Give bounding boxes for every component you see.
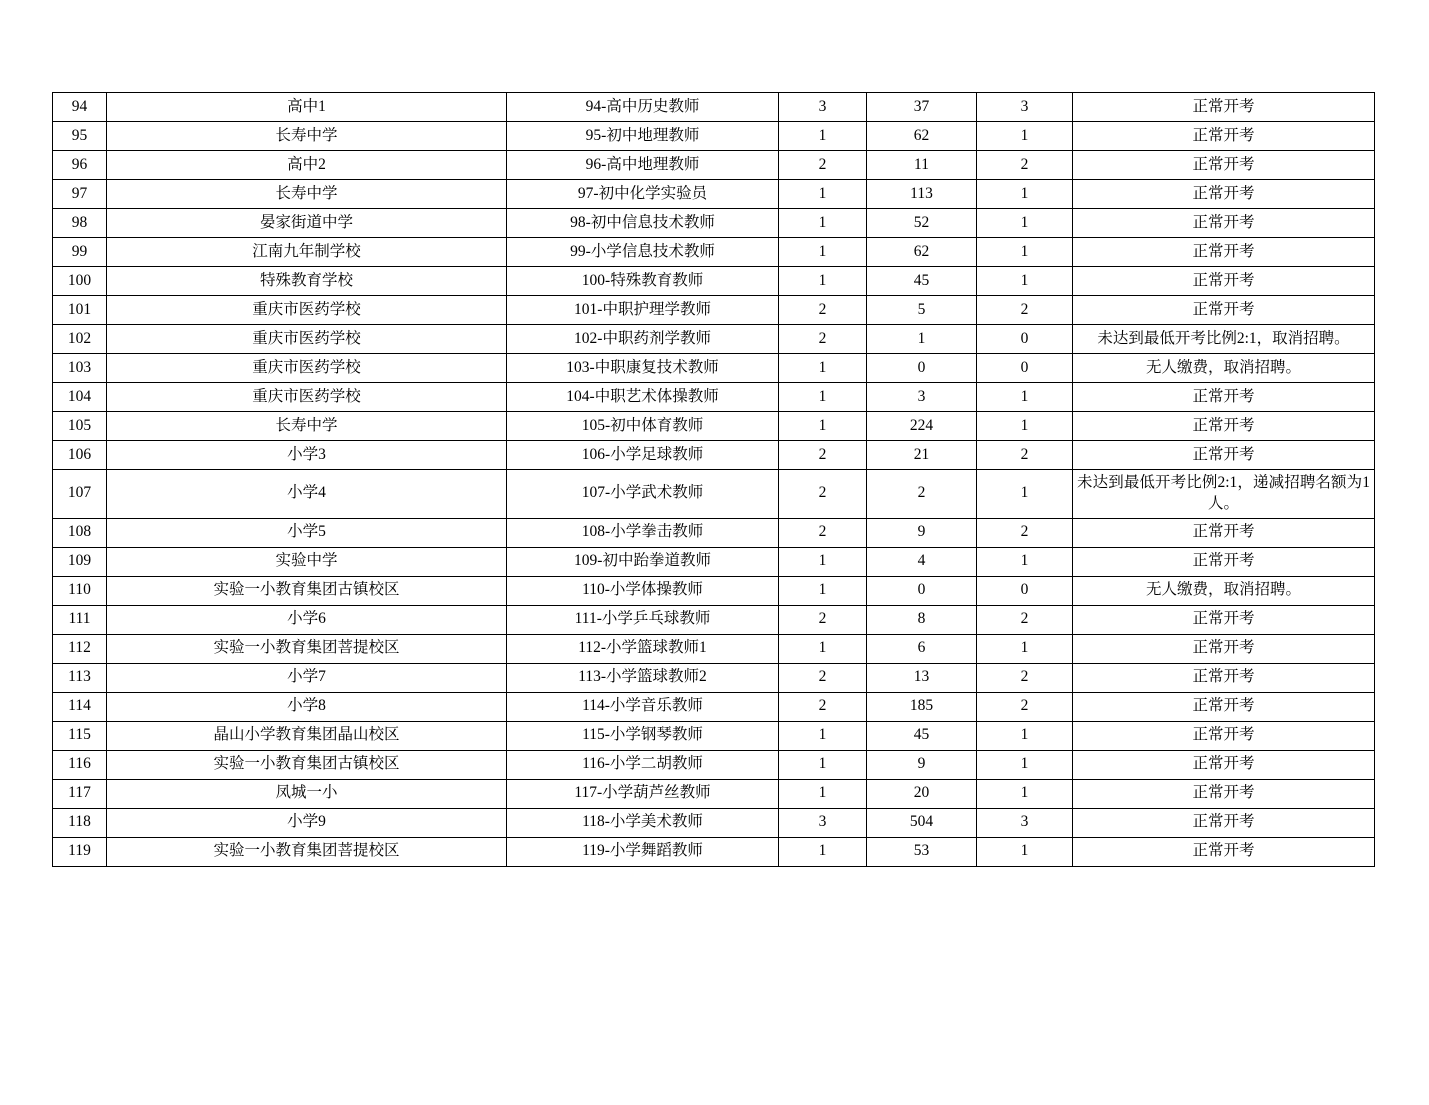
cell-serial-number: 118 (53, 808, 107, 837)
cell-position: 96-高中地理教师 (507, 151, 779, 180)
cell-serial-number: 108 (53, 518, 107, 547)
cell-recruiting-unit: 小学4 (107, 470, 507, 519)
cell-remark: 未达到最低开考比例2:1，取消招聘。 (1073, 325, 1375, 354)
cell-recruiting-unit: 小学5 (107, 518, 507, 547)
table-row (53, 605, 1375, 634)
cell-exam-count: 1 (977, 122, 1073, 151)
cell-remark: 正常开考 (1073, 122, 1375, 151)
cell-recruiting-unit: 小学8 (107, 692, 507, 721)
cell-plan-count: 1 (779, 412, 867, 441)
table-row (53, 354, 1375, 383)
cell-remark: 正常开考 (1073, 267, 1375, 296)
cell-applicant-count: 11 (867, 151, 977, 180)
cell-remark: 正常开考 (1073, 209, 1375, 238)
cell-position: 118-小学美术教师 (507, 808, 779, 837)
cell-applicant-count: 45 (867, 721, 977, 750)
cell-position: 98-初中信息技术教师 (507, 209, 779, 238)
cell-plan-count: 1 (779, 576, 867, 605)
cell-remark: 正常开考 (1073, 750, 1375, 779)
table-row (53, 779, 1375, 808)
cell-applicant-count: 8 (867, 605, 977, 634)
cell-applicant-count: 13 (867, 663, 977, 692)
table-row (53, 93, 1375, 122)
cell-serial-number: 105 (53, 412, 107, 441)
cell-exam-count: 1 (977, 750, 1073, 779)
cell-remark: 正常开考 (1073, 634, 1375, 663)
table-row (53, 692, 1375, 721)
cell-applicant-count: 37 (867, 93, 977, 122)
cell-applicant-count: 62 (867, 238, 977, 267)
cell-plan-count: 2 (779, 663, 867, 692)
cell-exam-count: 1 (977, 383, 1073, 412)
cell-serial-number: 101 (53, 296, 107, 325)
cell-serial-number: 115 (53, 721, 107, 750)
cell-recruiting-unit: 实验一小教育集团古镇校区 (107, 750, 507, 779)
cell-remark: 正常开考 (1073, 663, 1375, 692)
cell-position: 119-小学舞蹈教师 (507, 837, 779, 866)
cell-remark: 正常开考 (1073, 808, 1375, 837)
cell-recruiting-unit: 长寿中学 (107, 180, 507, 209)
cell-serial-number: 116 (53, 750, 107, 779)
cell-serial-number: 104 (53, 383, 107, 412)
cell-plan-count: 1 (779, 267, 867, 296)
cell-plan-count: 1 (779, 209, 867, 238)
cell-exam-count: 3 (977, 808, 1073, 837)
cell-applicant-count: 113 (867, 180, 977, 209)
cell-exam-count: 1 (977, 209, 1073, 238)
cell-exam-count: 2 (977, 605, 1073, 634)
cell-exam-count: 0 (977, 354, 1073, 383)
cell-exam-count: 2 (977, 518, 1073, 547)
cell-position: 113-小学篮球教师2 (507, 663, 779, 692)
cell-recruiting-unit: 小学7 (107, 663, 507, 692)
table-row (53, 634, 1375, 663)
cell-recruiting-unit: 重庆市医药学校 (107, 325, 507, 354)
cell-position: 102-中职药剂学教师 (507, 325, 779, 354)
cell-applicant-count: 6 (867, 634, 977, 663)
cell-exam-count: 0 (977, 576, 1073, 605)
cell-applicant-count: 224 (867, 412, 977, 441)
cell-serial-number: 103 (53, 354, 107, 383)
cell-exam-count: 0 (977, 325, 1073, 354)
cell-exam-count: 3 (977, 93, 1073, 122)
cell-exam-count: 2 (977, 692, 1073, 721)
cell-recruiting-unit: 晏家街道中学 (107, 209, 507, 238)
cell-recruiting-unit: 小学3 (107, 441, 507, 470)
cell-remark: 正常开考 (1073, 837, 1375, 866)
cell-remark: 正常开考 (1073, 779, 1375, 808)
cell-serial-number: 106 (53, 441, 107, 470)
cell-exam-count: 1 (977, 721, 1073, 750)
cell-applicant-count: 2 (867, 470, 977, 519)
cell-serial-number: 117 (53, 779, 107, 808)
table-row (53, 808, 1375, 837)
cell-plan-count: 3 (779, 93, 867, 122)
cell-remark: 正常开考 (1073, 93, 1375, 122)
cell-applicant-count: 20 (867, 779, 977, 808)
cell-recruiting-unit: 实验一小教育集团菩提校区 (107, 837, 507, 866)
table-row (53, 267, 1375, 296)
cell-remark: 正常开考 (1073, 151, 1375, 180)
table-row (53, 441, 1375, 470)
cell-serial-number: 109 (53, 547, 107, 576)
cell-serial-number: 95 (53, 122, 107, 151)
cell-plan-count: 2 (779, 605, 867, 634)
cell-applicant-count: 504 (867, 808, 977, 837)
cell-recruiting-unit: 实验一小教育集团菩提校区 (107, 634, 507, 663)
cell-plan-count: 1 (779, 354, 867, 383)
cell-serial-number: 100 (53, 267, 107, 296)
cell-position: 101-中职护理学教师 (507, 296, 779, 325)
cell-position: 95-初中地理教师 (507, 122, 779, 151)
cell-position: 115-小学钢琴教师 (507, 721, 779, 750)
cell-position: 117-小学葫芦丝教师 (507, 779, 779, 808)
cell-recruiting-unit: 江南九年制学校 (107, 238, 507, 267)
cell-serial-number: 96 (53, 151, 107, 180)
cell-position: 99-小学信息技术教师 (507, 238, 779, 267)
cell-plan-count: 2 (779, 296, 867, 325)
cell-recruiting-unit: 晶山小学教育集团晶山校区 (107, 721, 507, 750)
cell-applicant-count: 52 (867, 209, 977, 238)
cell-position: 103-中职康复技术教师 (507, 354, 779, 383)
cell-plan-count: 1 (779, 238, 867, 267)
table-row (53, 547, 1375, 576)
cell-applicant-count: 21 (867, 441, 977, 470)
cell-recruiting-unit: 高中1 (107, 93, 507, 122)
cell-plan-count: 1 (779, 547, 867, 576)
cell-recruiting-unit: 小学6 (107, 605, 507, 634)
cell-exam-count: 1 (977, 634, 1073, 663)
table-row (53, 122, 1375, 151)
cell-recruiting-unit: 实验一小教育集团古镇校区 (107, 576, 507, 605)
cell-plan-count: 1 (779, 122, 867, 151)
cell-plan-count: 2 (779, 518, 867, 547)
table-row (53, 518, 1375, 547)
cell-recruiting-unit: 小学9 (107, 808, 507, 837)
cell-recruiting-unit: 高中2 (107, 151, 507, 180)
cell-position: 100-特殊教育教师 (507, 267, 779, 296)
cell-remark: 正常开考 (1073, 721, 1375, 750)
cell-serial-number: 98 (53, 209, 107, 238)
cell-plan-count: 2 (779, 470, 867, 519)
cell-remark: 无人缴费，取消招聘。 (1073, 576, 1375, 605)
table-body (53, 93, 1375, 867)
table-row (53, 470, 1375, 519)
cell-remark: 正常开考 (1073, 547, 1375, 576)
cell-position: 112-小学篮球教师1 (507, 634, 779, 663)
table-row (53, 209, 1375, 238)
cell-remark: 正常开考 (1073, 180, 1375, 209)
cell-plan-count: 1 (779, 837, 867, 866)
cell-applicant-count: 9 (867, 518, 977, 547)
cell-recruiting-unit: 长寿中学 (107, 122, 507, 151)
cell-exam-count: 1 (977, 470, 1073, 519)
cell-remark: 正常开考 (1073, 383, 1375, 412)
cell-plan-count: 1 (779, 180, 867, 209)
cell-exam-count: 1 (977, 180, 1073, 209)
table-row (53, 296, 1375, 325)
cell-serial-number: 99 (53, 238, 107, 267)
cell-exam-count: 1 (977, 267, 1073, 296)
cell-recruiting-unit: 重庆市医药学校 (107, 296, 507, 325)
cell-applicant-count: 53 (867, 837, 977, 866)
table-row (53, 383, 1375, 412)
cell-remark: 无人缴费，取消招聘。 (1073, 354, 1375, 383)
cell-exam-count: 2 (977, 296, 1073, 325)
cell-plan-count: 1 (779, 721, 867, 750)
cell-recruiting-unit: 实验中学 (107, 547, 507, 576)
table-row (53, 412, 1375, 441)
cell-recruiting-unit: 长寿中学 (107, 412, 507, 441)
cell-plan-count: 1 (779, 634, 867, 663)
cell-recruiting-unit: 凤城一小 (107, 779, 507, 808)
recruitment-table (52, 92, 1375, 867)
cell-exam-count: 1 (977, 779, 1073, 808)
table-row (53, 750, 1375, 779)
cell-plan-count: 2 (779, 151, 867, 180)
cell-serial-number: 94 (53, 93, 107, 122)
cell-serial-number: 107 (53, 470, 107, 519)
cell-position: 94-高中历史教师 (507, 93, 779, 122)
cell-applicant-count: 45 (867, 267, 977, 296)
cell-position: 108-小学拳击教师 (507, 518, 779, 547)
cell-serial-number: 112 (53, 634, 107, 663)
cell-exam-count: 1 (977, 837, 1073, 866)
cell-applicant-count: 62 (867, 122, 977, 151)
cell-serial-number: 111 (53, 605, 107, 634)
cell-serial-number: 113 (53, 663, 107, 692)
cell-position: 109-初中跆拳道教师 (507, 547, 779, 576)
cell-position: 106-小学足球教师 (507, 441, 779, 470)
cell-remark: 正常开考 (1073, 238, 1375, 267)
cell-remark: 正常开考 (1073, 605, 1375, 634)
cell-applicant-count: 3 (867, 383, 977, 412)
cell-serial-number: 119 (53, 837, 107, 866)
cell-position: 104-中职艺术体操教师 (507, 383, 779, 412)
cell-remark: 正常开考 (1073, 441, 1375, 470)
cell-applicant-count: 9 (867, 750, 977, 779)
cell-plan-count: 1 (779, 750, 867, 779)
cell-recruiting-unit: 重庆市医药学校 (107, 354, 507, 383)
cell-exam-count: 1 (977, 412, 1073, 441)
table-row (53, 837, 1375, 866)
cell-exam-count: 1 (977, 547, 1073, 576)
cell-applicant-count: 0 (867, 354, 977, 383)
cell-applicant-count: 1 (867, 325, 977, 354)
table-row (53, 151, 1375, 180)
cell-remark: 正常开考 (1073, 518, 1375, 547)
cell-position: 105-初中体育教师 (507, 412, 779, 441)
cell-remark: 正常开考 (1073, 692, 1375, 721)
cell-position: 97-初中化学实验员 (507, 180, 779, 209)
cell-applicant-count: 5 (867, 296, 977, 325)
cell-serial-number: 97 (53, 180, 107, 209)
cell-plan-count: 1 (779, 779, 867, 808)
cell-position: 110-小学体操教师 (507, 576, 779, 605)
cell-serial-number: 110 (53, 576, 107, 605)
cell-plan-count: 2 (779, 441, 867, 470)
cell-position: 114-小学音乐教师 (507, 692, 779, 721)
table-row (53, 663, 1375, 692)
cell-recruiting-unit: 重庆市医药学校 (107, 383, 507, 412)
cell-exam-count: 2 (977, 151, 1073, 180)
cell-remark: 未达到最低开考比例2:1，递减招聘名额为1人。 (1073, 470, 1375, 519)
table-row (53, 180, 1375, 209)
table-row (53, 325, 1375, 354)
cell-position: 111-小学乒乓球教师 (507, 605, 779, 634)
cell-applicant-count: 0 (867, 576, 977, 605)
cell-remark: 正常开考 (1073, 412, 1375, 441)
cell-plan-count: 2 (779, 692, 867, 721)
cell-applicant-count: 4 (867, 547, 977, 576)
cell-plan-count: 2 (779, 325, 867, 354)
cell-plan-count: 1 (779, 383, 867, 412)
cell-serial-number: 102 (53, 325, 107, 354)
cell-exam-count: 2 (977, 441, 1073, 470)
cell-remark: 正常开考 (1073, 296, 1375, 325)
cell-applicant-count: 185 (867, 692, 977, 721)
table-row (53, 721, 1375, 750)
table-row (53, 238, 1375, 267)
cell-position: 107-小学武术教师 (507, 470, 779, 519)
cell-recruiting-unit: 特殊教育学校 (107, 267, 507, 296)
cell-position: 116-小学二胡教师 (507, 750, 779, 779)
cell-exam-count: 1 (977, 238, 1073, 267)
cell-exam-count: 2 (977, 663, 1073, 692)
table-row (53, 576, 1375, 605)
cell-plan-count: 3 (779, 808, 867, 837)
cell-serial-number: 114 (53, 692, 107, 721)
